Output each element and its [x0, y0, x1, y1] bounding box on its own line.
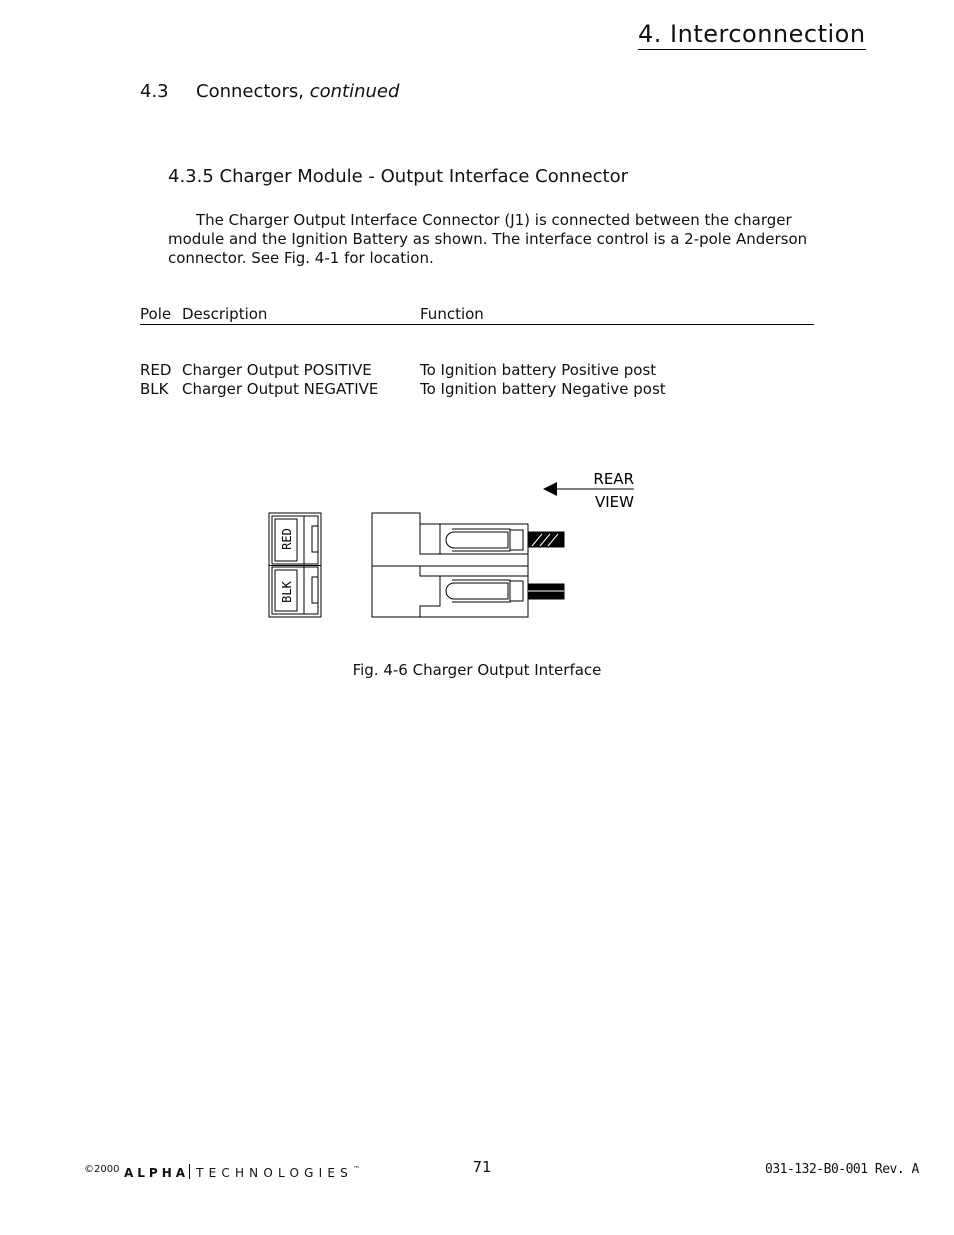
logo-technologies-text: TECHNOLOGIES — [196, 1166, 353, 1180]
connector-diagram — [260, 460, 660, 630]
table-cell-description: Charger Output POSITIVE — [182, 361, 372, 379]
table-header — [140, 305, 814, 325]
table-header-description: Description — [182, 305, 268, 323]
table-cell-pole: BLK — [140, 380, 169, 398]
connector-side-housing — [372, 513, 528, 617]
table-header-function: Function — [420, 305, 484, 323]
logo-trademark: ™ — [352, 1165, 360, 1173]
section-heading — [140, 81, 399, 102]
table-cell-pole: RED — [140, 361, 172, 379]
figure-caption: Fig. 4-6 Charger Output Interface — [352, 661, 602, 679]
rear-label-bottom: VIEW — [595, 493, 634, 511]
table-cell-description: Charger Output NEGATIVE — [182, 380, 379, 398]
page-number: 71 — [472, 1158, 492, 1176]
subsection-heading: 4.3.5 Charger Module - Output Interface Connector — [168, 166, 629, 187]
table-cell-function: To Ignition battery Positive post — [420, 361, 657, 379]
table-row — [140, 380, 814, 399]
section-number: 4.3 — [140, 81, 169, 102]
section-title: Connectors, — [196, 81, 304, 102]
pole-label-red: RED — [280, 528, 294, 550]
table-cell-function: To Ignition battery Negative post — [420, 380, 666, 398]
footer-copyright: ©2000 — [84, 1164, 120, 1175]
pole-label-blk: BLK — [280, 581, 294, 603]
section-title-suffix: continued — [309, 81, 400, 102]
cable-stub-red — [528, 532, 564, 547]
table-header-pole: Pole — [140, 305, 172, 323]
body-paragraph: The Charger Output Interface Connector (J1) is connected between the charger module and the Ignition Battery as shown. The interface control is a 2-pole Anderson connector. See Fig. 4-1 for location. — [168, 211, 808, 267]
connector-front-face — [269, 513, 321, 617]
logo-alpha-text: ALPHA — [124, 1166, 190, 1180]
rear-label-top: REAR — [593, 470, 634, 488]
cable-stub-blk — [528, 584, 564, 599]
table-row — [140, 361, 814, 380]
document-number: 031-132-B0-001 Rev. A — [765, 1162, 919, 1177]
chapter-title: 4. Interconnection — [638, 20, 866, 48]
